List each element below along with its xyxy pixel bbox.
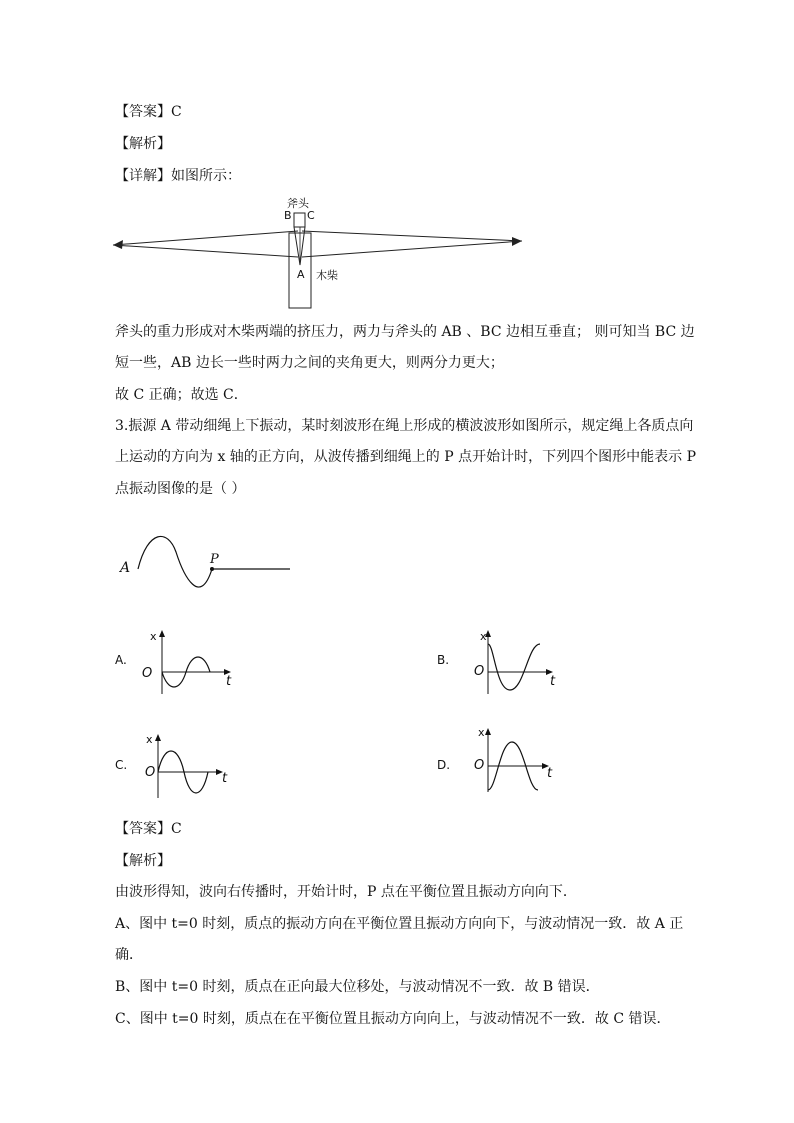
option-a-axis-x: x (150, 630, 157, 643)
option-c-origin: O (145, 765, 156, 780)
option-a-letter: A. (115, 653, 127, 667)
force-left-bottom (113, 245, 298, 257)
axe-head-top (294, 213, 305, 227)
option-b-axis-t: t (550, 674, 556, 689)
point-b-label: B (284, 209, 292, 222)
answer-line-2 (115, 819, 182, 839)
option-b-letter: B. (437, 653, 450, 667)
force-right-top (302, 231, 522, 241)
axe-force-diagram (110, 195, 530, 315)
option-d-origin: O (474, 758, 485, 773)
arrow-right (512, 237, 522, 246)
rope-wave-figure (130, 535, 300, 605)
arrow-left (113, 240, 123, 249)
wave-point-label: P (210, 552, 219, 567)
expl2-line2: A、图中 t=0 时刻，质点的振动方向在平衡位置且振动方向向下，与波动情况一致．故 A 正 (115, 916, 684, 932)
answer-label: 【答案】 (115, 104, 171, 120)
wave-curve (138, 536, 212, 587)
detail-text: 如图所示： (171, 168, 241, 184)
analysis-heading-1: 【解析】 (115, 136, 171, 152)
expl2-line5: C、图中 t=0 时刻，质点在在平衡位置且振动方向向上，与波动情况不一致．故 C 错误． (115, 1011, 671, 1027)
option-d-axis-x: x (478, 726, 485, 739)
option-b-axis-x: x (480, 630, 487, 643)
analysis-heading-2: 【解析】 (115, 853, 171, 869)
option-d-axis-t: t (547, 766, 553, 781)
question3-line1: 3.振源 A 带动细绳上下振动，某时刻波形在绳上形成的横波波形如图所示，规定绳上各质点向 (115, 418, 694, 434)
wave-source-label: A (120, 560, 131, 576)
expl2-line3: 确． (115, 947, 143, 963)
option-c-letter: C. (115, 758, 128, 772)
expl1-line2: 短一些，AB 边长一些时两力之间的夹角更大，则两分力更大； (115, 355, 504, 371)
point-a-label: A (297, 268, 305, 281)
force-right-bottom (302, 241, 522, 257)
answer-line-1 (115, 102, 182, 122)
detail-label: 【详解】 (115, 168, 171, 184)
expl2-line4: B、图中 t=0 时刻，质点在正向最大位移处，与波动情况不一致．故 B 错误． (115, 979, 600, 995)
option-d-letter: D. (437, 758, 451, 772)
expl1-line3: 故 C 正确；故选 C． (115, 387, 248, 403)
question3-line2: 上运动的方向为 x 轴的正方向，从波传播到细绳上的 P 点开始计时，下列四个图形中能表示 P (115, 449, 696, 465)
force-left-top (113, 231, 298, 245)
point-c-label: C (307, 209, 315, 222)
option-b-curve (488, 644, 540, 690)
answer-value: C (171, 821, 182, 837)
wood-label: 木柴 (316, 269, 338, 282)
option-c-axis-x: x (146, 733, 153, 746)
expl2-line1: 由波形得知，波向右传播时，开始计时，P 点在平衡位置且振动方向向下． (115, 884, 577, 900)
option-b-origin: O (474, 664, 485, 679)
answer-value: C (171, 104, 182, 120)
option-a-origin: O (142, 666, 153, 681)
detail-line (115, 166, 241, 186)
axe-label: 斧头 (287, 197, 309, 210)
answer-label: 【答案】 (115, 821, 171, 837)
option-c-axis-t: t (222, 771, 228, 786)
question3-line3: 点振动图像的是（ ） (115, 481, 246, 497)
expl1-line1: 斧头的重力形成对木柴两端的挤压力，两力与斧头的 AB 、BC 边相互垂直； 则可知当 BC 边 (115, 324, 695, 340)
point-p-dot (210, 567, 214, 571)
option-a-axis-t: t (226, 674, 232, 689)
